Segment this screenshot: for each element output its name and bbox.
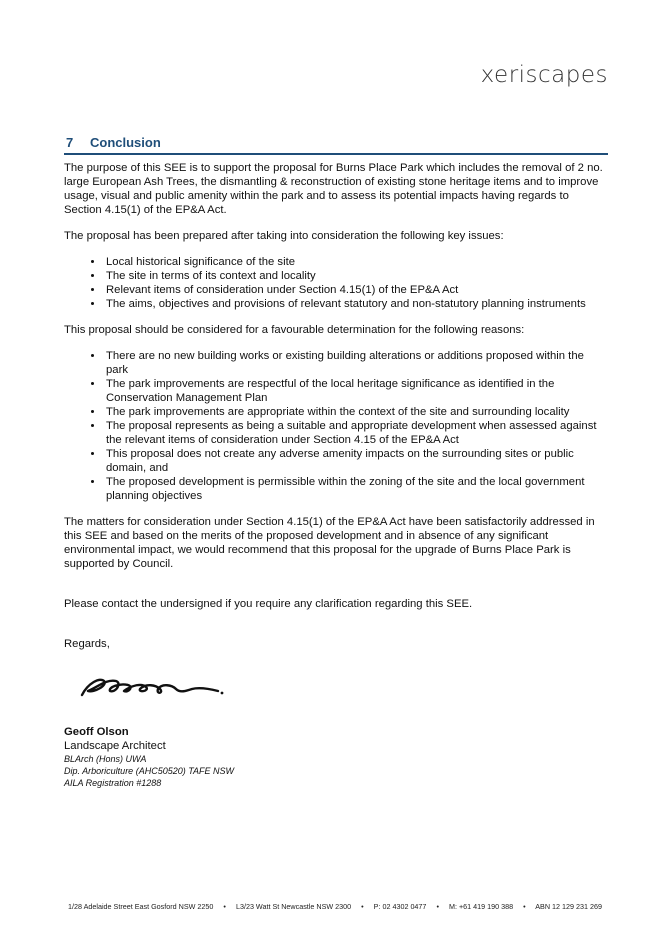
footer-address-newcastle: L3/23 Watt St Newcastle NSW 2300: [235, 902, 352, 911]
section-heading: [64, 136, 608, 155]
reasons-intro: This proposal should be considered for a favourable determination for the following reasons:: [64, 324, 525, 336]
list-item: • Local historical significance of the site: [104, 255, 608, 269]
list-item: • The proposed development is permissible within the zoning of the site and the local government planning objectives: [104, 475, 608, 503]
list-item: • The park improvements are respectful of the local heritage significance as identified in the Conservation Management Plan: [104, 377, 608, 405]
document-body: [64, 136, 608, 789]
contact-paragraph: Please contact the undersigned if you require any clarification regarding this SEE.: [64, 598, 473, 610]
list-item: • The park improvements are appropriate within the context of the site and surrounding locality: [104, 405, 608, 419]
list-item: • The site in terms of its context and locality: [104, 269, 608, 283]
company-logo: xeriscapes: [480, 62, 608, 88]
key-issues-intro: The proposal has been prepared after taking into consideration the following key issues:: [64, 230, 504, 242]
regards-text: Regards,: [64, 638, 110, 650]
list-item: • The aims, objectives and provisions of relevant statutory and non-statutory planning instruments: [104, 297, 608, 311]
footer-abn: ABN 12 129 231 269: [535, 902, 602, 911]
list-item: • The proposal represents as being a suitable and appropriate development when assessed against the relevant items of consideration under Section 4.15 of the EP&A Act: [104, 419, 608, 447]
signatory-credential: Dip. Arboriculture (AHC50520) TAFE NSW: [64, 766, 235, 776]
section-title: Conclusion: [90, 135, 161, 150]
page-footer: 1/28 Adelaide Street East Gosford NSW 2250 • L3/23 Watt St Newcastle NSW 2300 • P: 02 4302 0477 • M: +61 419 190 388 • ABN 12 129 231 269: [67, 902, 602, 911]
key-issues-list: [64, 255, 608, 311]
purpose-paragraph: The purpose of this SEE is to support the proposal for Burns Place Park which includes the removal of 2 no. large European Ash Trees, the dismantling & reconstruction of existing stone heritage items and to improve usage, visual and public amenity within the park and to assess its potential impacts having regards to Section 4.15(1) of the EP&A Act.: [64, 162, 603, 216]
list-item: • There are no new building works or existing building alterations or additions proposed within the park: [104, 349, 608, 377]
section-number: 7: [66, 135, 74, 150]
footer-mobile: M: +61 419 190 388: [448, 902, 514, 911]
handwritten-signature: [76, 669, 608, 707]
signatory-credential: AILA Registration #1288: [64, 778, 162, 788]
footer-address-gosford: 1/28 Adelaide Street East Gosford NSW 2250: [67, 902, 214, 911]
list-item: • Relevant items of consideration under Section 4.15(1) of the EP&A Act: [104, 283, 608, 297]
list-item: • This proposal does not create any adverse amenity impacts on the surrounding sites or public domain, and: [104, 447, 608, 475]
recommendation-paragraph: The matters for consideration under Section 4.15(1) of the EP&A Act have been satisfactorily addressed in this SEE and based on the merits of the proposed development and in absence of any significant environmental impact, we would recommend that this proposal for the upgrade of Burns Place Park is supported by Council.: [64, 516, 595, 570]
signatory-name: Geoff Olson: [64, 726, 129, 738]
signatory-title: Landscape Architect: [64, 740, 166, 752]
signatory-credential: BLArch (Hons) UWA: [64, 754, 147, 764]
footer-phone: P: 02 4302 0477: [373, 902, 427, 911]
reasons-list: [64, 349, 608, 503]
